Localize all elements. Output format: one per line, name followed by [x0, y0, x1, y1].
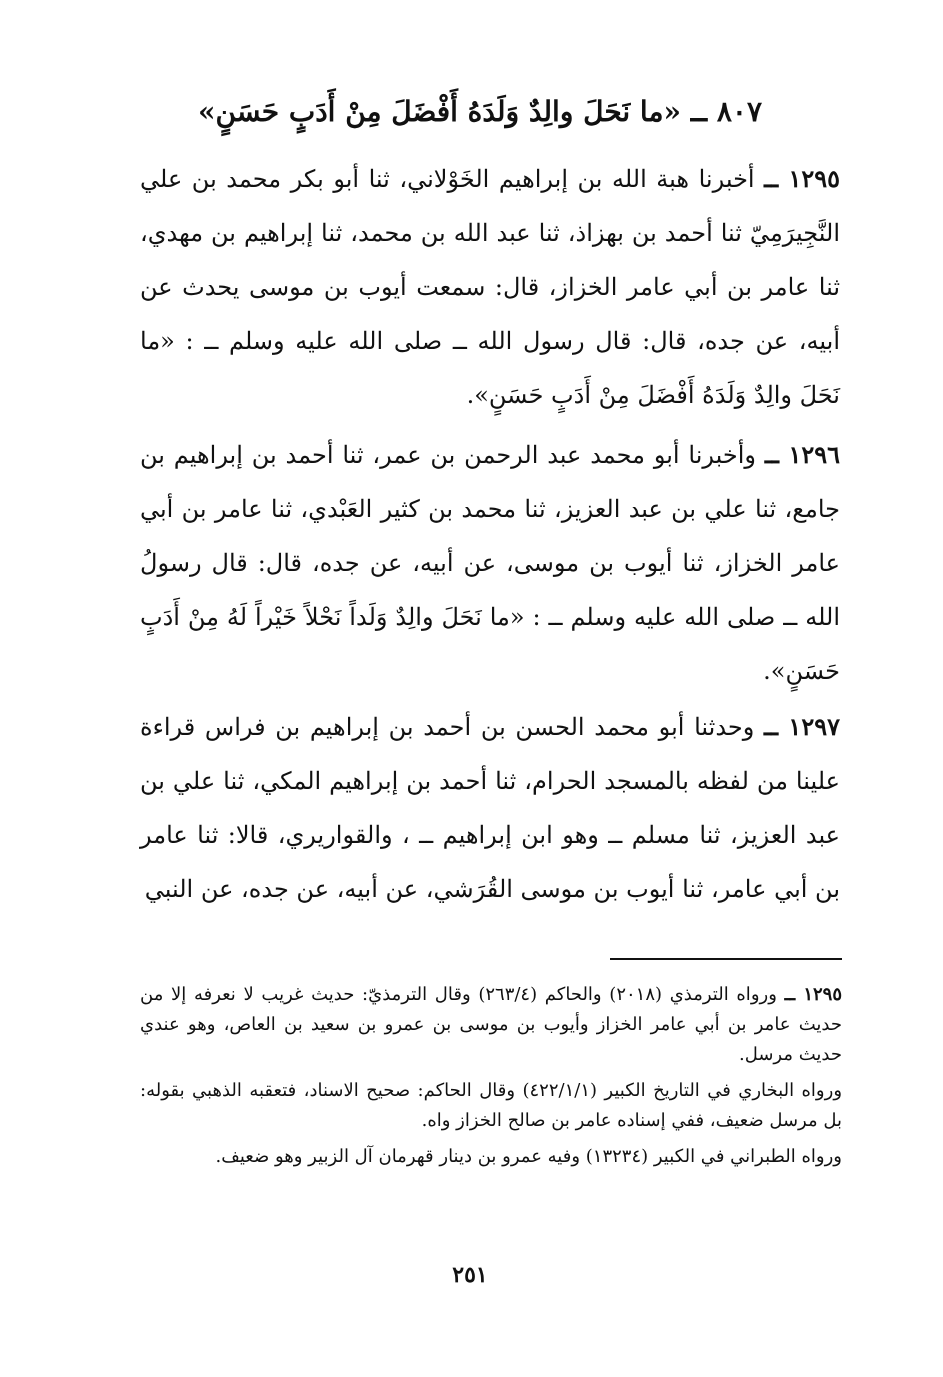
hadith-text: وأخبرنا أبو محمد عبد الرحمن بن عمر، ثنا أحمد بن إبراهيم بن جامع، ثنا علي بن عبد العزيز، ثنا محمد بن كثير العَبْدي، ثنا عامر بن أبي عامر الخزاز، ثنا أيوب بن موسى، عن أبيه، عن جده، قال: قال رسولُ الله ــ صلى الله عليه وسلم ــ : «ما نَحَلَ والِدٌ وَلَداً نَحْلاً خَيْراً لَهُ مِنْ أَدَبٍ حَسَنٍ». [140, 441, 840, 685]
hadith-paragraph-1297 [140, 700, 840, 916]
page-number: ٢٥١ [452, 1262, 488, 1288]
hadith-number: ١٢٩٥ ــ [764, 164, 840, 193]
chapter-heading: ٨٠٧ ــ «ما نَحَلَ والِدٌ وَلَدَهُ أَفْضَلَ مِنْ أَدَبٍ حَسَنٍ» [198, 95, 762, 128]
hadith-paragraph-1296 [140, 428, 840, 698]
footnote-text: ورواه البخاري في التاريخ الكبير (٤٢٢/١/١) وقال الحاكم: صحيح الاسناد، فتعقبه الذهبي بقوله: بل مرسل ضعيف، ففي إسناده عامر بن صالح الخزاز واه. [140, 1080, 843, 1131]
hadith-number: ١٢٩٧ ــ [763, 712, 840, 741]
footnote-divider [610, 958, 842, 960]
footnote [140, 1076, 842, 1136]
footnote-number: ١٢٩٥ ــ [784, 984, 842, 1005]
footnote [140, 980, 842, 1070]
hadith-number: ١٢٩٦ ــ [764, 440, 840, 469]
footnote-text: ورواه الطبراني في الكبير (١٣٢٣٤) وفيه عمرو بن دينار قهرمان آل الزبير وهو ضعيف. [215, 1146, 842, 1167]
hadith-text: وحدثنا أبو محمد الحسن بن أحمد بن إبراهيم بن فراس قراءة علينا من لفظه بالمسجد الحرام، ثنا أحمد بن إبراهيم المكي، ثنا علي بن عبد العزيز، ثنا مسلم ــ وهو ابن إبراهيم ــ ، والقواريري، قالا: ثنا عامر بن أبي عامر، ثنا أيوب بن موسى القُرَشي، عن أبيه، عن جده، عن النبي [140, 713, 840, 903]
footnote-text: ورواه الترمذي (٢٠١٨) والحاكم (٢٦٣/٤) وقال الترمذيّ: حديث غريب لا نعرفه إلا من حديث عامر بن أبي عامر الخزاز وأيوب بن موسى بن عمرو بن سعيد بن العاص، وهو عندي حديث مرسل. [140, 984, 842, 1065]
hadith-text: أخبرنا هبة الله بن إبراهيم الخَوْلاني، ثنا أبو بكر محمد بن علي النَّجِيرَمِيّ ثنا أحمد بن بهزاذ، ثنا عبد الله بن محمد، ثنا إبراهيم بن مهدي، ثنا عامر بن أبي عامر الخزاز، قال: سمعت أيوب بن موسى يحدث عن أبيه، عن جده، قال: قال رسول الله ــ صلى الله عليه وسلم ــ : «ما نَحَلَ والِدٌ وَلَدَهُ أَفْضَلَ مِنْ أَدَبٍ حَسَنٍ». [140, 165, 840, 409]
footnote [140, 1142, 842, 1172]
hadith-paragraph-1295 [140, 152, 840, 422]
footnotes-section [140, 980, 842, 1178]
